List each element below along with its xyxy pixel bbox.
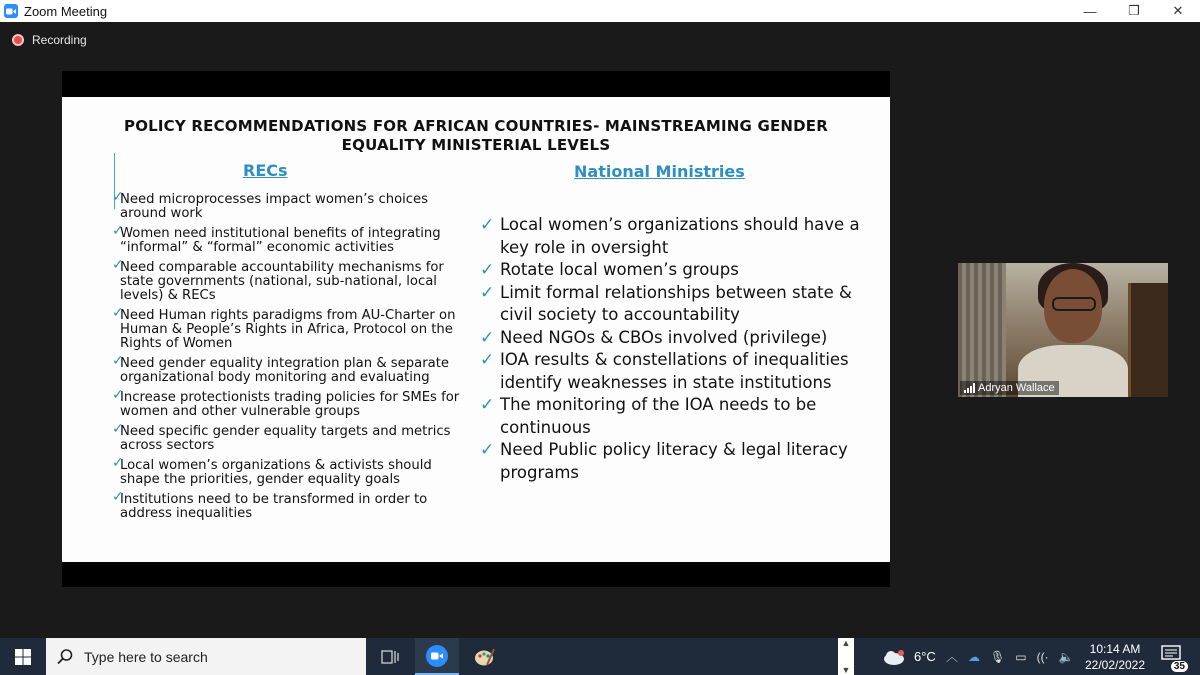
video-bookshelf: [1128, 283, 1168, 397]
window-titlebar: [0, 0, 1200, 22]
checkmark-icon: ✓: [112, 353, 124, 369]
volume-icon[interactable]: 🔈: [1058, 649, 1074, 664]
checkmark-icon: ✓: [480, 282, 495, 303]
participant-video[interactable]: [958, 263, 1168, 397]
participant-glasses: [1052, 297, 1096, 311]
checkmark-icon: ✓: [480, 440, 495, 460]
system-tray: [946, 638, 1074, 675]
list-item: ✓ Local women’s organizations should have a key role in oversight: [480, 215, 860, 257]
list-item: ✓ Women need institutional benefits of integrating “informal” & “formal” economic activities: [112, 223, 441, 255]
recording-indicator[interactable]: [12, 33, 87, 47]
list-item: ✓ Limit formal relationships between state & civil society to accountability: [480, 282, 852, 324]
chevron-down-icon[interactable]: ▼: [841, 665, 851, 675]
video-pillar: [958, 263, 1006, 397]
checkmark-icon: ✓: [480, 260, 495, 280]
list-item: ✓ Need NGOs & CBOs involved (privilege): [480, 327, 828, 348]
slide-title-line-2: EQUALITY MINISTERIAL LEVELS: [341, 136, 611, 154]
checkmark-icon: ✓: [480, 395, 495, 415]
close-button[interactable]: ✕: [1172, 3, 1184, 18]
list-item: ✓ Need specific gender equality targets and metrics across sectors: [112, 421, 451, 453]
screen-share: [62, 71, 890, 587]
window-controls: [1068, 0, 1200, 22]
checkmark-icon: ✓: [480, 327, 495, 348]
checkmark-icon: ✓: [112, 489, 124, 505]
checkmark-icon: ✓: [112, 223, 124, 239]
paint-palette-icon: [473, 647, 495, 667]
participant-name-tag: [960, 381, 1059, 395]
checkmark-icon: ✓: [112, 387, 124, 403]
meeting-area: [0, 22, 1200, 638]
window-title: Zoom Meeting: [24, 3, 108, 19]
microphone-icon[interactable]: 🎙: [990, 649, 1006, 664]
search-icon: [56, 648, 74, 666]
search-placeholder: Type here to search: [84, 648, 208, 665]
slide-title-line-1: POLICY RECOMMENDATIONS FOR AFRICAN COUNTRIES- MAINSTREAMING GENDER: [124, 117, 828, 135]
recording-dot-icon: [12, 34, 24, 46]
list-item: ✓ Need gender equality integration plan & separate organizational body monitoring and evaluating: [112, 353, 450, 385]
slide-title: [62, 117, 890, 155]
checkmark-icon: ✓: [480, 350, 495, 370]
windows-logo-icon: [15, 649, 31, 665]
checkmark-icon: ✓: [480, 215, 495, 235]
zoom-app-icon: [4, 4, 18, 18]
taskbar-search[interactable]: [46, 638, 366, 675]
taskbar-overflow-scroll[interactable]: [838, 638, 854, 675]
battery-icon[interactable]: ▭: [1015, 649, 1027, 664]
national-ministries-heading: National Ministries: [574, 162, 745, 181]
weather-temperature: 6°C: [914, 649, 936, 664]
checkmark-icon: ✓: [112, 421, 124, 437]
list-item: ✓ Need Human rights paradigms from AU-Charter on Human & People’s Rights in Africa, Protocol on the Rights of Women: [112, 305, 456, 351]
clock-date: 22/02/2022: [1084, 658, 1146, 672]
checkmark-icon: ✓: [112, 189, 124, 205]
chevron-up-icon[interactable]: ▲: [841, 638, 851, 648]
notification-count-badge: 35: [1171, 661, 1188, 672]
list-item: ✓ Local women’s organizations & activists should shape the priorities, gender equality goals: [112, 455, 432, 487]
zoom-taskbar-button[interactable]: [415, 638, 459, 675]
list-item: ✓ Need comparable accountability mechanisms for state governments (national, sub-national, local levels) & RECs: [112, 257, 444, 303]
task-view-button[interactable]: [368, 638, 412, 675]
start-button[interactable]: [0, 638, 46, 675]
clock-time: 10:14 AM: [1089, 642, 1141, 656]
chevron-up-tray-icon[interactable]: ︿: [946, 650, 959, 664]
recording-label: Recording: [32, 33, 87, 47]
cloud-weather-icon: [882, 648, 906, 666]
signal-bars-icon: [964, 383, 975, 393]
wifi-icon[interactable]: ((·: [1036, 649, 1049, 664]
list-item: ✓ Institutions need to be transformed in order to address inequalities: [112, 489, 428, 521]
list-item: ✓ Need microprocesses impact women’s choices around work: [112, 189, 429, 221]
national-ministries-list: [480, 214, 866, 484]
list-item: ✓ Need Public policy literacy & legal literacy programs: [480, 440, 848, 482]
list-item: ✓ Rotate local women’s groups: [480, 260, 739, 280]
list-item: ✓ IOA results & constellations of inequalities identify weaknesses in state institutions: [480, 350, 849, 392]
checkmark-icon: ✓: [112, 257, 124, 273]
weather-widget[interactable]: [882, 638, 936, 675]
zoom-taskbar-icon: [426, 645, 448, 667]
recs-heading: RECs: [243, 161, 288, 180]
onedrive-icon[interactable]: ☁: [968, 649, 981, 664]
task-view-icon: [381, 650, 399, 664]
taskbar-clock[interactable]: [1080, 641, 1150, 673]
recs-list: [112, 189, 474, 527]
restore-button[interactable]: ❐: [1128, 3, 1140, 18]
checkmark-icon: ✓: [112, 455, 124, 471]
participant-name: Adryan Wallace: [978, 382, 1055, 394]
presentation-slide: [62, 97, 890, 562]
notification-center-button[interactable]: [1160, 644, 1186, 670]
list-item: ✓ Increase protectionists trading policies for SMEs for women and other vulnerable groups: [112, 387, 460, 419]
windows-taskbar: [0, 638, 1200, 675]
paint-taskbar-button[interactable]: [462, 638, 506, 675]
checkmark-icon: ✓: [112, 305, 124, 321]
list-item: ✓ The monitoring of the IOA needs to be continuous: [480, 395, 817, 437]
minimize-button[interactable]: —: [1083, 3, 1097, 19]
